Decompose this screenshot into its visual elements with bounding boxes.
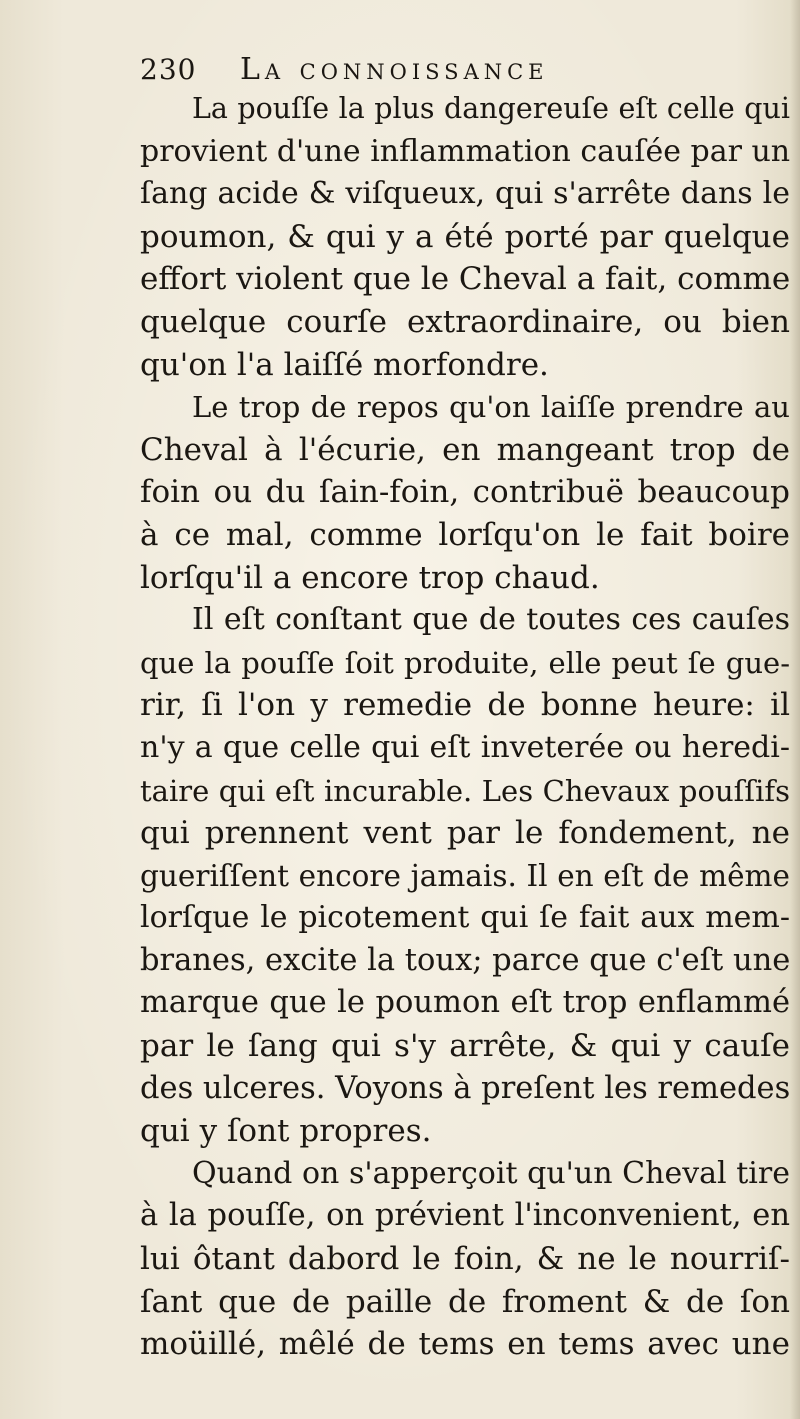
text-line: foin ou du ſain-foin, contribuë beaucoup	[140, 474, 790, 511]
text-line: marque que le poumon eſt trop enflammé	[140, 985, 790, 1021]
text-line: poumon, & qui y a été porté par quelque	[140, 218, 790, 255]
text-line: taire qui eſt incurable. Les Chevaux pouſſifs	[140, 773, 790, 808]
text-line: n'y a que celle qui eſt inveterée ou heredi-	[140, 729, 790, 765]
page-edge-shadow	[790, 0, 800, 1419]
running-head: La connoissance	[240, 52, 549, 87]
text-line: La pouſſe la plus dangereuſe eſt celle qui	[192, 92, 790, 125]
text-line: qu'on l'a laiſſé morfondre.	[140, 346, 549, 383]
text-line: provient d'une inflammation cauſée par un	[140, 133, 790, 169]
text-line: par le ſang qui s'y arrête, & qui y cauſe	[140, 1028, 790, 1065]
text-line: gueriſſent encore jamais. Il en eſt de même	[140, 858, 790, 893]
text-line: lui ôtant dabord le foin, & ne le nourriſ-	[140, 1241, 790, 1278]
text-line: rir, ſi l'on y remedie de bonne heure: il	[140, 687, 790, 724]
text-line: à la pouſſe, on prévient l'inconvenient, en	[140, 1198, 790, 1234]
text-line: effort violent que le Cheval a fait, comme	[140, 261, 790, 298]
page-number: 230	[140, 53, 197, 86]
body-text	[140, 88, 790, 1366]
text-line: Le trop de repos qu'on laiſſe prendre au	[192, 390, 790, 425]
text-line: à ce mal, comme lorſqu'on le fait boire	[140, 516, 790, 553]
text-line: Quand on s'apperçoit qu'un Cheval tire	[192, 1155, 790, 1191]
text-line: ſang acide & viſqueux, qui s'arrête dans le	[140, 176, 790, 212]
text-line: quelque courſe extraordinaire, ou bien	[140, 303, 790, 340]
text-line: qui prennent vent par le fondement, ne	[140, 815, 790, 852]
text-line: lorſqu'il a encore trop chaud.	[140, 559, 600, 596]
text-line: ſant que de paille de froment & de ſon	[140, 1283, 790, 1320]
text-line: Il eſt conſtant que de toutes ces cauſes	[192, 602, 790, 638]
text-line: branes, excite la toux; parce que c'eſt une	[140, 942, 790, 978]
text-line: des ulceres. Voyons à preſent les remedes	[140, 1070, 790, 1106]
page-header	[140, 52, 700, 92]
text-line: qui y ſont propres.	[140, 1113, 432, 1150]
text-line: moüillé, mêlé de tems en tems avec une	[140, 1326, 790, 1363]
text-line: que la pouſſe ſoit produite, elle peut ſe gue-	[140, 645, 790, 680]
text-line: lorſque le picotement qui ſe fait aux mem-	[140, 900, 790, 936]
text-line: Cheval à l'écurie, en mangeant trop de	[140, 431, 790, 468]
